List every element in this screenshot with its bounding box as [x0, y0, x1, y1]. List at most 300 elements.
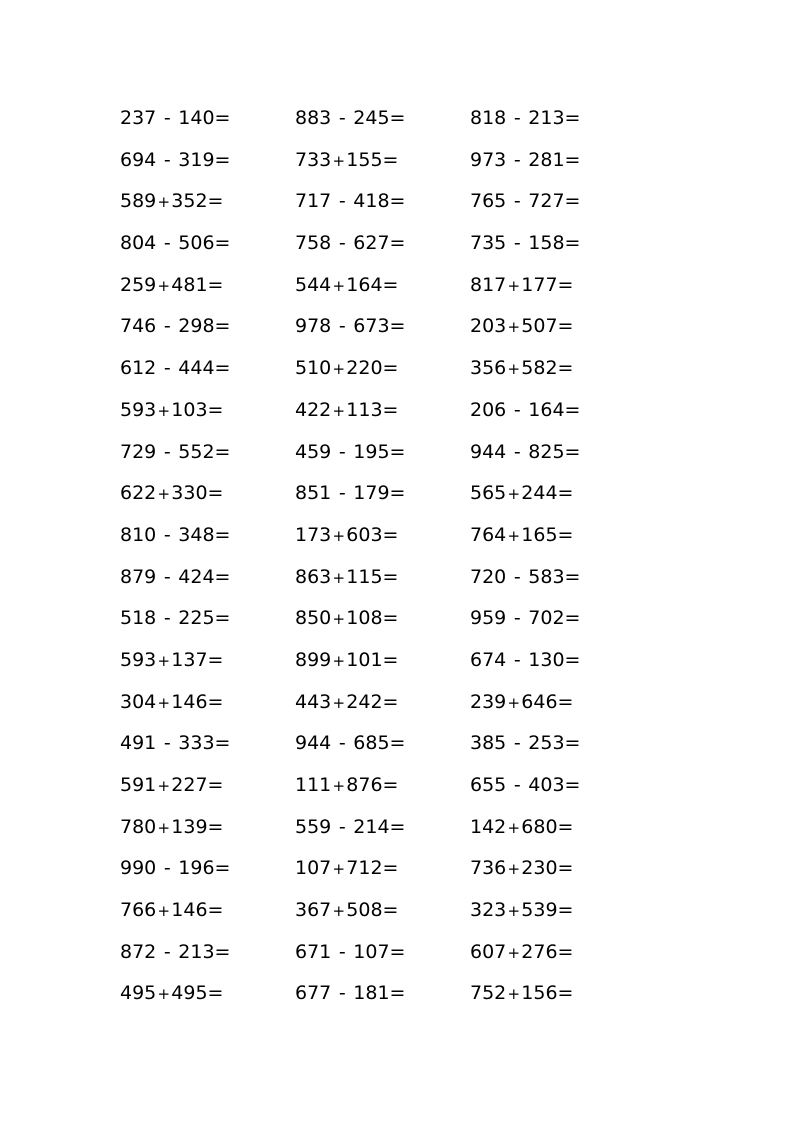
equals-sign: = [382, 648, 399, 671]
arithmetic-problem [120, 897, 223, 924]
minus-operator: - [513, 440, 521, 463]
plus-operator: + [507, 526, 521, 545]
second-operand: 276 [521, 940, 558, 963]
first-operand: 591 [120, 774, 157, 796]
plus-operator: + [332, 693, 346, 712]
first-operand: 203 [470, 315, 507, 338]
problem-row [0, 772, 794, 814]
second-operand: 702 [528, 607, 565, 630]
second-operand: 230 [521, 857, 558, 880]
second-operand: 627 [353, 232, 390, 255]
equals-sign: = [557, 482, 574, 505]
problem-row [0, 980, 794, 1022]
plus-operator: + [332, 610, 346, 629]
first-operand: 495 [120, 982, 157, 1005]
arithmetic-problem [295, 980, 405, 1006]
plus-operator: + [157, 485, 171, 504]
arithmetic-problem [120, 647, 223, 674]
equals-sign: = [557, 315, 574, 338]
minus-operator: - [163, 440, 171, 463]
equals-sign: = [382, 523, 399, 546]
first-operand: 766 [120, 899, 157, 922]
first-operand: 883 [295, 107, 332, 129]
arithmetic-problem [295, 439, 405, 465]
minus-operator: - [338, 315, 346, 338]
arithmetic-problem [295, 147, 398, 174]
first-operand: 729 [120, 440, 157, 463]
minus-operator: - [163, 523, 171, 546]
equals-sign: = [207, 648, 224, 671]
equals-sign: = [382, 774, 399, 796]
equals-sign: = [382, 857, 399, 880]
first-operand: 206 [470, 398, 507, 421]
equals-sign: = [564, 607, 581, 630]
first-operand: 851 [295, 482, 332, 505]
equals-sign: = [207, 398, 224, 421]
first-operand: 459 [295, 440, 332, 463]
minus-operator: - [338, 982, 346, 1005]
equals-sign: = [214, 148, 231, 171]
second-operand: 508 [346, 899, 383, 922]
minus-operator: - [338, 107, 346, 129]
minus-operator: - [163, 315, 171, 338]
minus-operator: - [338, 232, 346, 255]
first-operand: 717 [295, 190, 332, 213]
arithmetic-problem [120, 564, 230, 590]
equals-sign: = [389, 440, 406, 463]
second-operand: 244 [521, 482, 558, 505]
problem-row [0, 105, 794, 147]
plus-operator: + [332, 902, 346, 921]
first-operand: 758 [295, 232, 332, 255]
second-operand: 333 [178, 732, 215, 755]
arithmetic-problem [295, 564, 398, 591]
problem-row [0, 147, 794, 189]
problem-row [0, 230, 794, 272]
arithmetic-problem [120, 939, 230, 965]
second-operand: 319 [178, 148, 215, 171]
arithmetic-problem [470, 439, 580, 465]
second-operand: 195 [353, 440, 390, 463]
minus-operator: - [163, 565, 171, 588]
second-operand: 330 [171, 482, 208, 505]
plus-operator: + [507, 943, 521, 962]
minus-operator: - [338, 815, 346, 838]
equals-sign: = [214, 565, 231, 588]
equals-sign: = [389, 940, 406, 963]
first-operand: 518 [120, 607, 157, 630]
second-operand: 220 [346, 357, 383, 380]
arithmetic-problem [470, 814, 573, 841]
arithmetic-problem [470, 980, 573, 1007]
arithmetic-problem [470, 480, 573, 507]
minus-operator: - [513, 148, 521, 171]
minus-operator: - [338, 732, 346, 755]
arithmetic-problem [120, 980, 223, 1007]
arithmetic-problem [120, 480, 223, 507]
second-operand: 164 [528, 398, 565, 421]
plus-operator: + [332, 568, 346, 587]
minus-operator: - [338, 482, 346, 505]
second-operand: 253 [528, 732, 565, 755]
plus-operator: + [332, 276, 346, 295]
arithmetic-problem [295, 397, 398, 424]
minus-operator: - [163, 857, 171, 880]
arithmetic-problem [120, 313, 230, 339]
arithmetic-problem [295, 897, 398, 924]
equals-sign: = [557, 899, 574, 922]
second-operand: 603 [346, 523, 383, 546]
second-operand: 115 [346, 565, 383, 588]
first-operand: 780 [120, 815, 157, 838]
first-operand: 694 [120, 148, 157, 171]
equals-sign: = [207, 273, 224, 296]
first-operand: 607 [470, 940, 507, 963]
equals-sign: = [214, 357, 231, 380]
first-operand: 736 [470, 857, 507, 880]
plus-operator: + [157, 401, 171, 420]
problem-row [0, 355, 794, 397]
first-operand: 559 [295, 815, 332, 838]
first-operand: 671 [295, 940, 332, 963]
first-operand: 720 [470, 565, 507, 588]
problem-row [0, 313, 794, 355]
second-operand: 298 [178, 315, 215, 338]
arithmetic-problem [295, 689, 398, 716]
second-operand: 242 [346, 690, 383, 713]
equals-sign: = [207, 899, 224, 922]
arithmetic-problem [470, 855, 573, 882]
plus-operator: + [332, 526, 346, 545]
first-operand: 990 [120, 857, 157, 880]
plus-operator: + [157, 985, 171, 1004]
arithmetic-problem [120, 105, 230, 131]
equals-sign: = [557, 523, 574, 546]
second-operand: 225 [178, 607, 215, 630]
arithmetic-problem [470, 897, 573, 924]
first-operand: 765 [470, 190, 507, 213]
equals-sign: = [214, 107, 231, 129]
first-operand: 593 [120, 648, 157, 671]
first-operand: 978 [295, 315, 332, 338]
minus-operator: - [513, 565, 521, 588]
problem-row [0, 855, 794, 897]
equals-sign: = [207, 982, 224, 1005]
arithmetic-problem [470, 605, 580, 631]
arithmetic-problem [120, 230, 230, 256]
equals-sign: = [389, 315, 406, 338]
arithmetic-problem [470, 689, 573, 716]
second-operand: 177 [521, 273, 558, 296]
equals-sign: = [382, 148, 399, 171]
arithmetic-problem [120, 730, 230, 756]
second-operand: 227 [171, 774, 208, 796]
plus-operator: + [332, 401, 346, 420]
first-operand: 944 [295, 732, 332, 755]
arithmetic-problem [470, 772, 580, 798]
equals-sign: = [207, 774, 224, 796]
second-operand: 107 [353, 940, 390, 963]
arithmetic-problem [120, 772, 223, 799]
second-operand: 113 [346, 398, 383, 421]
plus-operator: + [157, 777, 171, 795]
arithmetic-problem [120, 355, 230, 381]
plus-operator: + [332, 777, 346, 795]
first-operand: 622 [120, 482, 157, 505]
second-operand: 348 [178, 523, 215, 546]
arithmetic-problem [470, 647, 580, 673]
equals-sign: = [382, 357, 399, 380]
second-operand: 103 [171, 398, 208, 421]
second-operand: 403 [528, 774, 565, 796]
plus-operator: + [507, 360, 521, 379]
minus-operator: - [513, 232, 521, 255]
first-operand: 804 [120, 232, 157, 255]
plus-operator: + [332, 651, 346, 670]
second-operand: 179 [353, 482, 390, 505]
second-operand: 213 [178, 940, 215, 963]
equals-sign: = [564, 732, 581, 755]
minus-operator: - [163, 107, 171, 129]
arithmetic-problem [120, 188, 223, 215]
plus-operator: + [332, 860, 346, 879]
equals-sign: = [389, 190, 406, 213]
first-operand: 872 [120, 940, 157, 963]
problem-row [0, 522, 794, 564]
arithmetic-problem [470, 355, 573, 382]
equals-sign: = [207, 815, 224, 838]
equals-sign: = [564, 148, 581, 171]
first-operand: 239 [470, 690, 507, 713]
minus-operator: - [513, 398, 521, 421]
equals-sign: = [207, 482, 224, 505]
first-operand: 764 [470, 523, 507, 546]
first-operand: 491 [120, 732, 157, 755]
arithmetic-problem [120, 439, 230, 465]
second-operand: 213 [528, 107, 565, 129]
second-operand: 481 [171, 273, 208, 296]
arithmetic-problem [120, 522, 230, 548]
second-operand: 146 [171, 899, 208, 922]
equals-sign: = [564, 440, 581, 463]
second-operand: 146 [171, 690, 208, 713]
equals-sign: = [214, 732, 231, 755]
second-operand: 552 [178, 440, 215, 463]
plus-operator: + [507, 860, 521, 879]
arithmetic-problem [295, 230, 405, 256]
arithmetic-problem [470, 230, 580, 256]
first-operand: 385 [470, 732, 507, 755]
second-operand: 108 [346, 607, 383, 630]
second-operand: 582 [521, 357, 558, 380]
equals-sign: = [557, 357, 574, 380]
equals-sign: = [382, 565, 399, 588]
second-operand: 646 [521, 690, 558, 713]
equals-sign: = [207, 190, 224, 213]
first-operand: 746 [120, 315, 157, 338]
equals-sign: = [214, 440, 231, 463]
first-operand: 863 [295, 565, 332, 588]
second-operand: 352 [171, 190, 208, 213]
equals-sign: = [389, 232, 406, 255]
first-operand: 173 [295, 523, 332, 546]
minus-operator: - [513, 648, 521, 671]
minus-operator: - [513, 190, 521, 213]
arithmetic-problem [470, 188, 580, 214]
arithmetic-problem [295, 730, 405, 756]
equals-sign: = [214, 523, 231, 546]
second-operand: 539 [521, 899, 558, 922]
arithmetic-problem [295, 605, 398, 632]
second-operand: 680 [521, 815, 558, 838]
equals-sign: = [214, 232, 231, 255]
minus-operator: - [163, 232, 171, 255]
plus-operator: + [507, 693, 521, 712]
plus-operator: + [157, 693, 171, 712]
plus-operator: + [507, 818, 521, 837]
first-operand: 565 [470, 482, 507, 505]
second-operand: 583 [528, 565, 565, 588]
second-operand: 712 [346, 857, 383, 880]
equals-sign: = [557, 273, 574, 296]
first-operand: 818 [470, 107, 507, 129]
problem-row [0, 647, 794, 689]
equals-sign: = [214, 940, 231, 963]
first-operand: 850 [295, 607, 332, 630]
plus-operator: + [507, 318, 521, 337]
minus-operator: - [163, 357, 171, 380]
first-operand: 959 [470, 607, 507, 630]
equals-sign: = [564, 774, 581, 796]
arithmetic-problem [470, 939, 573, 966]
first-operand: 944 [470, 440, 507, 463]
problem-row [0, 689, 794, 731]
first-operand: 510 [295, 357, 332, 380]
equals-sign: = [557, 815, 574, 838]
second-operand: 507 [521, 315, 558, 338]
first-operand: 735 [470, 232, 507, 255]
first-operand: 259 [120, 273, 157, 296]
first-operand: 367 [295, 899, 332, 922]
plus-operator: + [157, 276, 171, 295]
plus-operator: + [332, 151, 346, 170]
math-worksheet [0, 105, 794, 1022]
problem-row [0, 730, 794, 772]
second-operand: 245 [353, 107, 390, 129]
first-operand: 733 [295, 148, 332, 171]
first-operand: 304 [120, 690, 157, 713]
second-operand: 164 [346, 273, 383, 296]
second-operand: 673 [353, 315, 390, 338]
equals-sign: = [389, 732, 406, 755]
equals-sign: = [214, 607, 231, 630]
arithmetic-problem [295, 105, 405, 131]
minus-operator: - [338, 190, 346, 213]
problem-row [0, 272, 794, 314]
second-operand: 876 [346, 774, 383, 796]
arithmetic-problem [295, 355, 398, 382]
equals-sign: = [564, 565, 581, 588]
first-operand: 142 [470, 815, 507, 838]
equals-sign: = [564, 190, 581, 213]
first-operand: 422 [295, 398, 332, 421]
second-operand: 727 [528, 190, 565, 213]
minus-operator: - [163, 148, 171, 171]
arithmetic-problem [295, 313, 405, 339]
arithmetic-problem [120, 855, 230, 881]
second-operand: 825 [528, 440, 565, 463]
minus-operator: - [513, 607, 521, 630]
arithmetic-problem [120, 814, 223, 841]
second-operand: 424 [178, 565, 215, 588]
second-operand: 214 [353, 815, 390, 838]
first-operand: 674 [470, 648, 507, 671]
arithmetic-problem [120, 397, 223, 424]
equals-sign: = [557, 857, 574, 880]
equals-sign: = [382, 398, 399, 421]
equals-sign: = [557, 940, 574, 963]
equals-sign: = [564, 107, 581, 129]
first-operand: 817 [470, 273, 507, 296]
plus-operator: + [507, 276, 521, 295]
second-operand: 165 [521, 523, 558, 546]
equals-sign: = [564, 232, 581, 255]
second-operand: 140 [178, 107, 215, 129]
plus-operator: + [332, 360, 346, 379]
minus-operator: - [513, 774, 521, 796]
equals-sign: = [207, 690, 224, 713]
first-operand: 810 [120, 523, 157, 546]
second-operand: 158 [528, 232, 565, 255]
second-operand: 139 [171, 815, 208, 838]
minus-operator: - [338, 940, 346, 963]
arithmetic-problem [295, 522, 398, 549]
first-operand: 237 [120, 107, 157, 129]
first-operand: 443 [295, 690, 332, 713]
plus-operator: + [507, 902, 521, 921]
arithmetic-problem [295, 272, 398, 299]
arithmetic-problem [470, 522, 573, 549]
equals-sign: = [557, 982, 574, 1005]
arithmetic-problem [295, 188, 405, 214]
problem-row [0, 605, 794, 647]
arithmetic-problem [295, 480, 405, 506]
arithmetic-problem [120, 147, 230, 173]
plus-operator: + [157, 818, 171, 837]
equals-sign: = [382, 273, 399, 296]
arithmetic-problem [120, 605, 230, 631]
equals-sign: = [389, 107, 406, 129]
first-operand: 677 [295, 982, 332, 1005]
first-operand: 973 [470, 148, 507, 171]
equals-sign: = [564, 398, 581, 421]
arithmetic-problem [470, 564, 580, 590]
problem-row [0, 188, 794, 230]
minus-operator: - [163, 732, 171, 755]
first-operand: 107 [295, 857, 332, 880]
problem-row [0, 939, 794, 981]
second-operand: 444 [178, 357, 215, 380]
problem-row [0, 480, 794, 522]
minus-operator: - [513, 107, 521, 129]
plus-operator: + [157, 193, 171, 212]
plus-operator: + [507, 485, 521, 504]
first-operand: 356 [470, 357, 507, 380]
first-operand: 879 [120, 565, 157, 588]
equals-sign: = [389, 982, 406, 1005]
arithmetic-problem [295, 939, 405, 965]
problem-row [0, 439, 794, 481]
